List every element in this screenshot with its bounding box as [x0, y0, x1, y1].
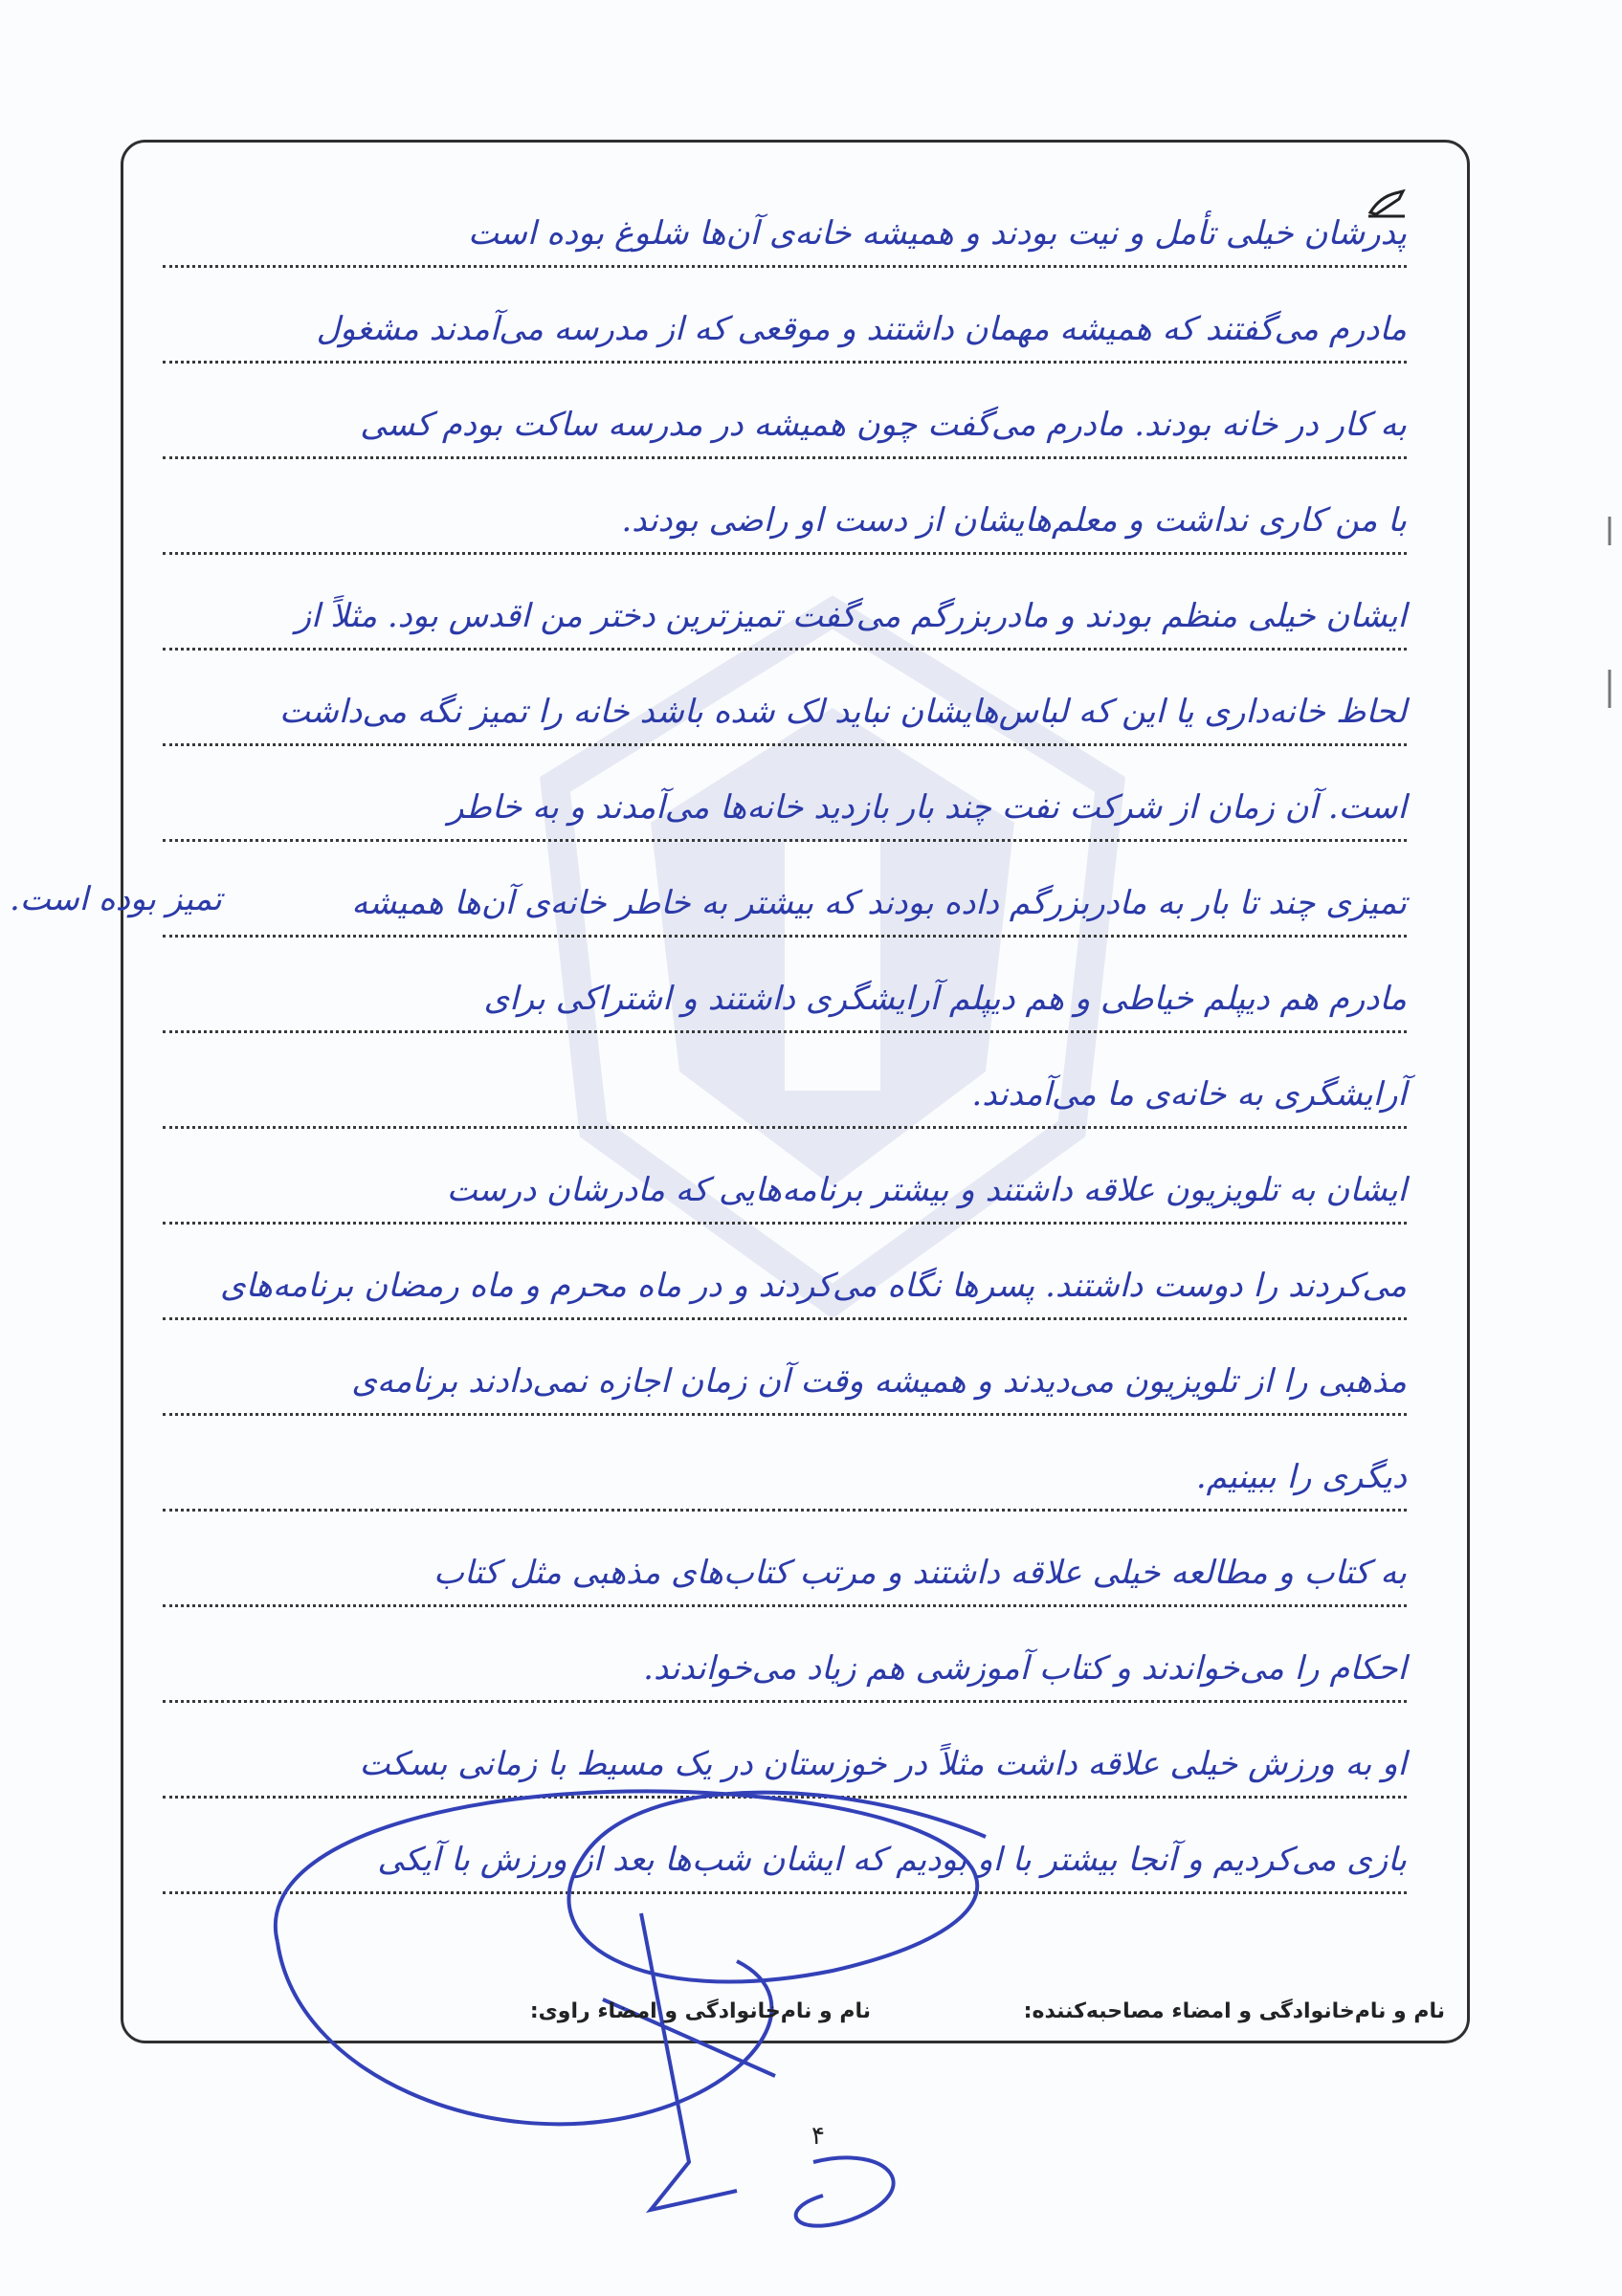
signature-scribble-icon — [239, 1712, 1196, 2248]
text-line: دیگری را ببینیم. — [163, 1416, 1407, 1512]
page-number: ۴ — [811, 2122, 825, 2151]
margin-note: تمیز بوده است. — [10, 880, 222, 918]
text-line: بازی می‌کردیم و آنجا بیشتر با او بودیم که ایشان شب‌ها بعد از ورزش با آیکی — [163, 1799, 1407, 1894]
binding-marks-icon — [1604, 517, 1617, 708]
text-line: به کتاب و مطالعه خیلی علاقه داشتند و مرتب کتاب‌های مذهبی مثل کتاب — [163, 1512, 1407, 1607]
text-line: ایشان به تلویزیون علاقه داشتند و بیشتر برنامه‌هایی که مادرشان درست — [163, 1129, 1407, 1225]
text-line: مذهبی را از تلویزیون می‌دیدند و همیشه وقت آن زمان اجازه نمی‌دادند برنامه‌ی — [163, 1320, 1407, 1416]
text-line: است. آن زمان از شرکت نفت چند بار بازدید خانه‌ها می‌آمدند و به خاطر — [163, 746, 1407, 842]
text-line: لحاظ خانه‌داری یا این که لباس‌هایشان نباید لک شده باشد خانه را تمیز نگه می‌داشت — [163, 651, 1407, 746]
text-line: تمیزی چند تا بار به مادربزرگم داده بودند که بیشتر به خاطر خانه‌ی آن‌ها همیشه — [163, 842, 1407, 938]
narrator-label: نام و نام‌خانوادگی و امضاء راوی: — [529, 1999, 871, 2023]
text-line: ایشان خیلی منظم بودند و مادربزرگم می‌گفت تمیزترین دختر من اقدس بود. مثلاً از — [163, 555, 1407, 651]
interviewer-label: نام و نام‌خانوادگی و امضاء مصاحبه‌کننده: — [1023, 1999, 1445, 2023]
text-line: می‌کردند را دوست داشتند. پسرها نگاه می‌کردند و در ماه محرم و ماه رمضان برنامه‌های — [163, 1225, 1407, 1320]
text-line: مادرم هم دیپلم خیاطی و هم دیپلم آرایشگری داشتند و اشتراکی برای — [163, 938, 1407, 1033]
text-line: با من کاری نداشت و معلم‌هایشان از دست او راضی بودند. — [163, 459, 1407, 555]
text-line: او به ورزش خیلی علاقه داشت مثلاً در خوزستان در یک مسیط با زمانی بسکت — [163, 1703, 1407, 1799]
text-line: به کار در خانه بودند. مادرم می‌گفت چون همیشه در مدرسه ساکت بودم کسی — [163, 364, 1407, 459]
text-line: احکام را می‌خواندند و کتاب آموزشی هم زیاد می‌خواندند. — [163, 1607, 1407, 1703]
text-line: مادرم می‌گفتند که همیشه مهمان داشتند و موقعی که از مدرسه می‌آمدند مشغول — [163, 268, 1407, 364]
text-line: پدرشان خیلی تأمل و نیت بودند و همیشه خانه‌ی آن‌ها شلوغ بوده است — [163, 172, 1407, 268]
text-line: آرایشگری به خانه‌ی ما می‌آمدند. — [163, 1033, 1407, 1129]
